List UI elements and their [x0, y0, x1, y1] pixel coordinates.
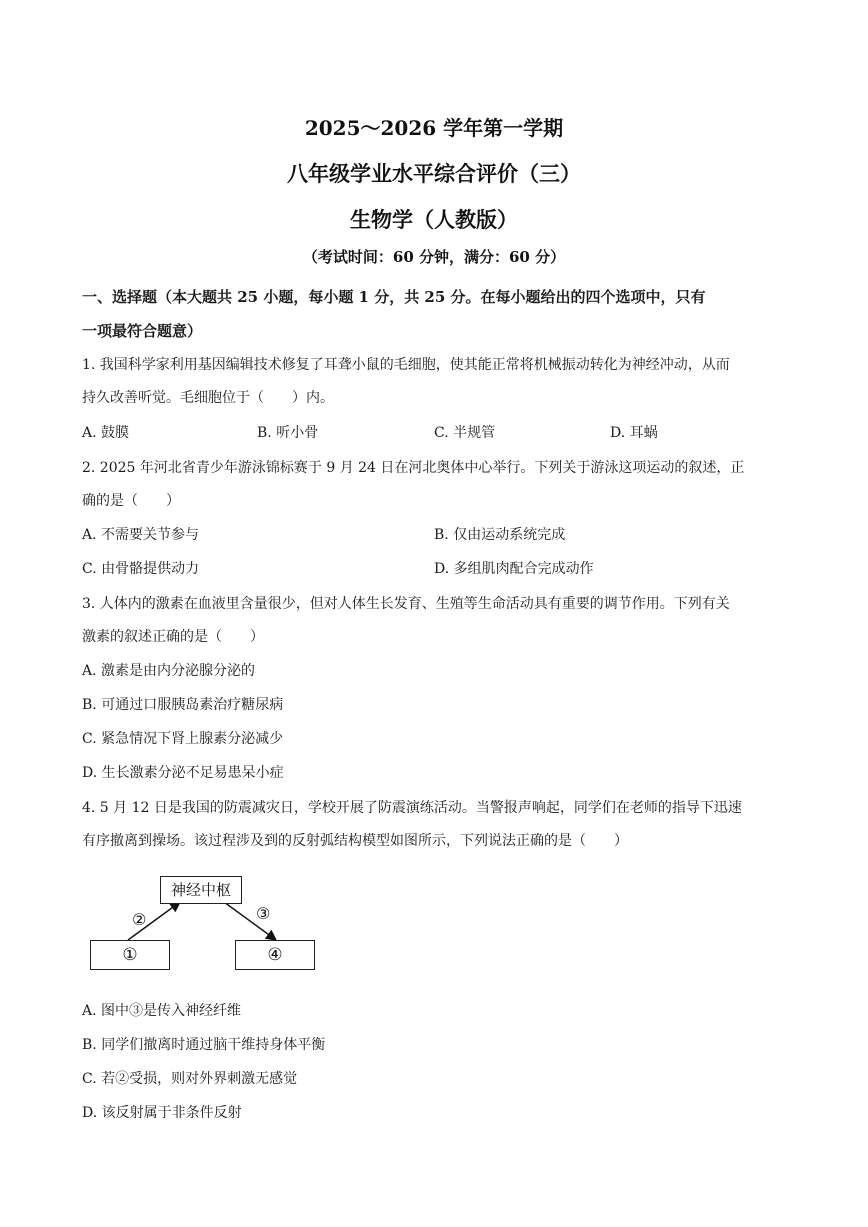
question-1-option-a: A. 鼓膜: [82, 425, 130, 441]
receptor-box: ①: [90, 940, 170, 970]
question-3-stem-line-1: 3. 人体内的激素在血液里含量很少，但对人体生长发育、生殖等生命活动具有重要的调节作用。下列有关: [82, 596, 730, 612]
question-4-option-a: A. 图中③是传入神经纤维: [82, 1003, 242, 1019]
question-1-stem-line-2: 持久改善听觉。毛细胞位于（ ）内。: [82, 390, 334, 406]
question-3-option-a: A. 激素是由内分泌腺分泌的: [82, 663, 256, 679]
question-1-option-d: D. 耳蜗: [610, 425, 658, 441]
question-2-option-b: B. 仅由运动系统完成: [434, 527, 566, 543]
question-4-option-c: C. 若②受损，则对外界刺激无感觉: [82, 1071, 298, 1087]
subject-title: 生物学（人教版）: [350, 207, 518, 232]
question-3-option-c: C. 紧急情况下肾上腺素分泌减少: [82, 731, 284, 747]
section-heading-line-1: 一、选择题（本大题共 25 小题，每小题 1 分，共 25 分。在每小题给出的四个选项中，只有: [82, 288, 706, 306]
reflex-arc-diagram: [88, 872, 328, 976]
question-2-option-c: C. 由骨骼提供动力: [82, 561, 200, 577]
question-2-stem-line-2: 确的是（ ）: [82, 493, 180, 509]
school-year-title: 2025～2026 学年第一学期: [304, 116, 564, 140]
exam-time-info: （考试时间：60 分钟，满分：60 分）: [302, 248, 566, 266]
question-1-stem-line-1: 1. 我国科学家利用基因编辑技术修复了耳聋小鼠的毛细胞，使其能正常将机械振动转化为神经冲动，从而: [82, 357, 730, 373]
effector-box: ④: [235, 940, 315, 970]
question-3-stem-line-2: 激素的叙述正确的是（ ）: [82, 629, 264, 645]
question-4-stem-line-1: 4. 5 月 12 日是我国的防震减灾日，学校开展了防震演练活动。当警报声响起，同学们在老师的指导下迅速: [82, 800, 742, 816]
question-2-stem-line-1: 2. 2025 年河北省青少年游泳锦标赛于 9 月 24 日在河北奥体中心举行。下列关于游泳这项运动的叙述，正: [82, 460, 745, 476]
question-1-option-c: C. 半规管: [434, 425, 496, 441]
label-efferent: ③: [256, 904, 271, 923]
question-3-option-d: D. 生长激素分泌不足易患呆小症: [82, 765, 284, 781]
question-4-stem-line-2: 有序撤离到操场。该过程涉及到的反射弧结构模型如图所示，下列说法正确的是（ ）: [82, 833, 628, 849]
question-4-option-d: D. 该反射属于非条件反射: [82, 1105, 242, 1121]
nerve-center-box: 神经中枢: [160, 876, 242, 904]
question-4-option-b: B. 同学们撤离时通过脑干维持身体平衡: [82, 1037, 326, 1053]
section-heading-line-2: 一项最符合题意）: [82, 322, 203, 340]
question-2-option-d: D. 多组肌肉配合完成动作: [434, 561, 594, 577]
question-3-option-b: B. 可通过口服胰岛素治疗糖尿病: [82, 697, 284, 713]
question-1-option-b: B. 听小骨: [257, 425, 319, 441]
exam-title: 八年级学业水平综合评价（三）: [287, 161, 581, 186]
label-afferent: ②: [132, 910, 147, 929]
question-2-option-a: A. 不需要关节参与: [82, 527, 200, 543]
